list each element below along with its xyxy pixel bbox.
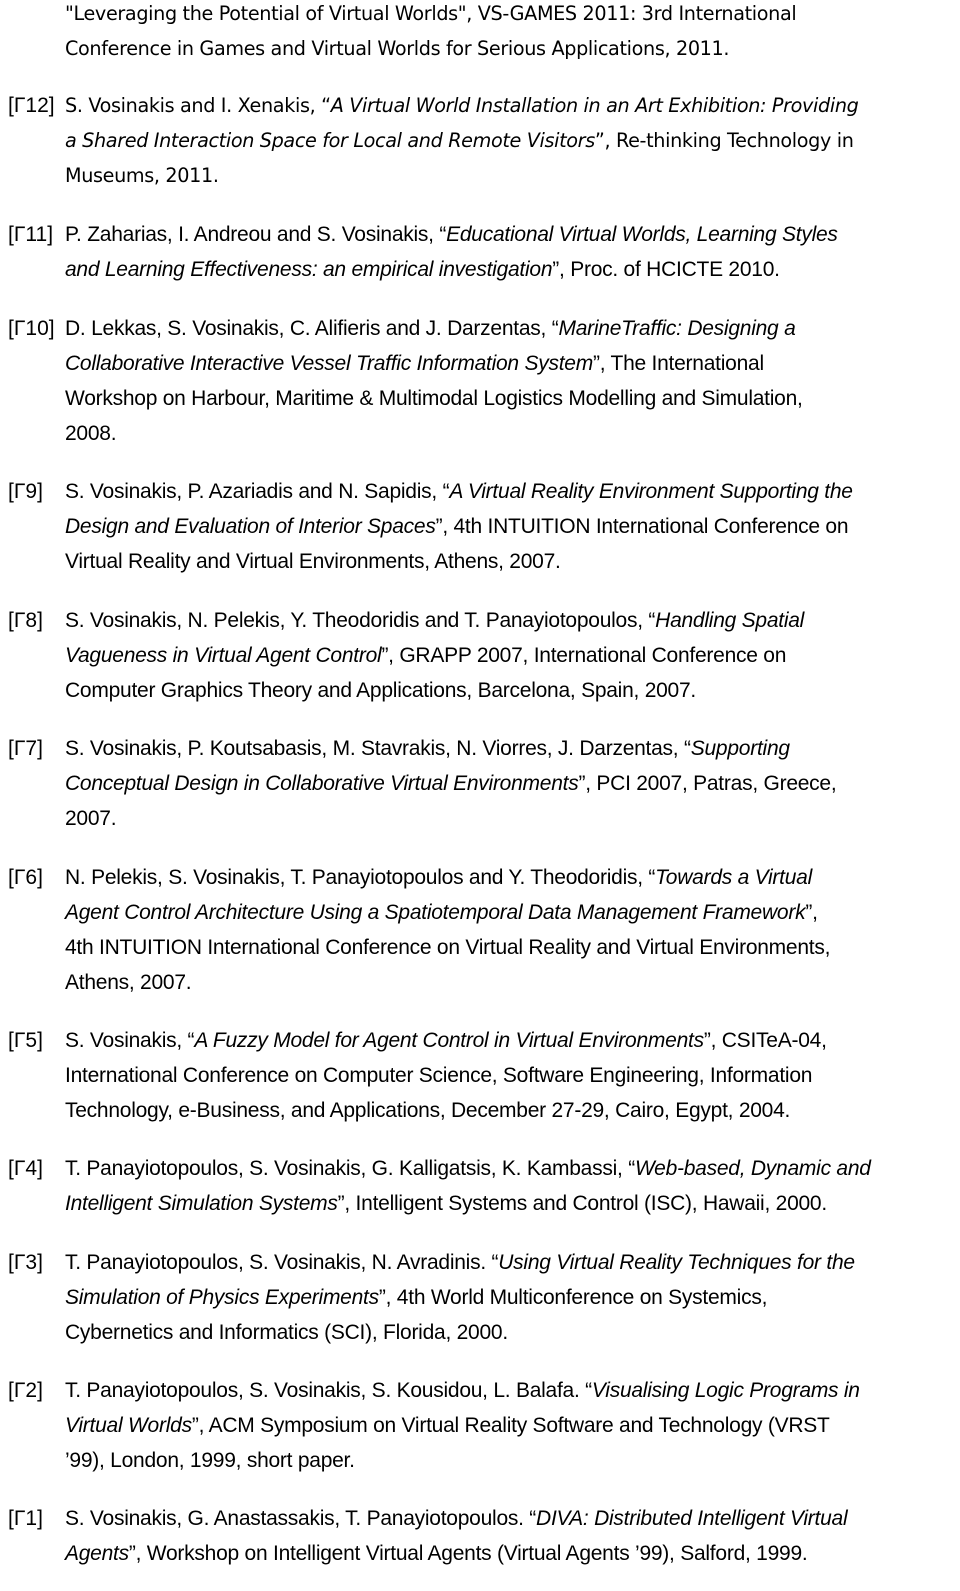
reference-line xyxy=(65,158,950,193)
reference-line xyxy=(65,544,950,579)
reference-text-segment: S. Vosinakis, “ xyxy=(65,1029,195,1052)
reference-title-segment: Simulation of Physics Experiments xyxy=(65,1286,379,1309)
reference-line xyxy=(65,31,950,66)
reference-line xyxy=(65,252,950,287)
reference-text xyxy=(65,474,950,579)
reference-text-segment: 4th INTUITION International Conference on Virtual Reality and Virtual Environments, xyxy=(65,936,831,959)
reference-line xyxy=(65,965,950,1000)
reference-text-segment: Museums, 2011. xyxy=(65,164,219,187)
reference-text xyxy=(65,860,950,1000)
reference-line xyxy=(65,1093,950,1128)
reference-line xyxy=(65,381,950,416)
reference-label: [Γ1] xyxy=(8,1507,43,1530)
reference-text-segment: 2008. xyxy=(65,422,117,445)
reference-label: [Γ12] xyxy=(8,94,55,117)
reference-line xyxy=(65,603,950,638)
reference-text-segment: ”, Intelligent Systems and Control (ISC), Hawaii, 2000. xyxy=(337,1192,827,1215)
reference-text xyxy=(65,603,950,708)
reference-text xyxy=(65,1245,950,1350)
reference-text-segment: T. Panayiotopoulos, S. Vosinakis, S. Kousidou, L. Balafa. “ xyxy=(65,1379,592,1402)
reference-text-segment: Athens, 2007. xyxy=(65,971,192,994)
reference-line xyxy=(65,311,950,346)
reference-text-segment: Virtual Reality and Virtual Environments, Athens, 2007. xyxy=(65,550,561,573)
reference-line xyxy=(65,123,950,158)
reference-line xyxy=(65,1501,950,1536)
reference-line xyxy=(65,930,950,965)
reference-text xyxy=(65,1501,950,1571)
reference-line xyxy=(65,1408,950,1443)
reference-text-segment: T. Panayiotopoulos, S. Vosinakis, G. Kalligatsis, K. Kambassi, “ xyxy=(65,1157,635,1180)
reference-text xyxy=(65,217,950,287)
reference-text-segment: D. Lekkas, S. Vosinakis, C. Alifieris and J. Darzentas, “ xyxy=(65,317,559,340)
reference-title-segment: A Fuzzy Model for Agent Control in Virtual Environments xyxy=(194,1029,704,1052)
reference-line xyxy=(65,1315,950,1350)
reference-line xyxy=(65,1280,950,1315)
reference-title-segment: Agent Control Architecture Using a Spatiotemporal Data Management Framework xyxy=(65,901,806,924)
reference-line xyxy=(65,1186,950,1221)
reference-label: [Γ3] xyxy=(8,1251,43,1274)
reference-text-segment: 2007. xyxy=(65,807,117,830)
reference-title-segment: Design and Evaluation of Interior Spaces xyxy=(65,515,436,538)
reference-title-segment: Web-based, Dynamic and xyxy=(634,1157,871,1180)
reference-line xyxy=(65,1058,950,1093)
reference-title-segment: Handling Spatial xyxy=(655,609,805,632)
reference-line xyxy=(65,1373,950,1408)
reference-text-segment: S. Vosinakis, G. Anastassakis, T. Panayiotopoulos. “ xyxy=(65,1507,537,1530)
reference-text-segment: S. Vosinakis, N. Pelekis, Y. Theodoridis and T. Panayiotopoulos, “ xyxy=(65,609,656,632)
reference-text-segment: Cybernetics and Informatics (SCI), Florida, 2000. xyxy=(65,1321,508,1344)
reference-label: [Γ5] xyxy=(8,1029,43,1052)
reference-text xyxy=(65,731,950,836)
reference-text-segment: N. Pelekis, S. Vosinakis, T. Panayiotopoulos and Y. Theodoridis, “ xyxy=(65,866,656,889)
reference-line xyxy=(65,801,950,836)
reference-label: [Γ10] xyxy=(8,317,55,340)
reference-text xyxy=(65,1151,950,1221)
reference-line xyxy=(65,1536,950,1571)
reference-title-segment: MarineTraffic: Designing a xyxy=(558,317,796,340)
reference-text xyxy=(65,1373,950,1478)
reference-line xyxy=(65,1245,950,1280)
reference-text-segment: ”, ACM Symposium on Virtual Reality Software and Technology (VRST xyxy=(191,1414,830,1437)
reference-line xyxy=(65,860,950,895)
reference-text-segment: Computer Graphics Theory and Applications, Barcelona, Spain, 2007. xyxy=(65,679,696,702)
reference-line xyxy=(65,1151,950,1186)
reference-line xyxy=(65,1023,950,1058)
reference-text xyxy=(65,0,950,66)
reference-line xyxy=(65,1443,950,1478)
reference-text-segment: T. Panayiotopoulos, S. Vosinakis, N. Avradinis. “ xyxy=(65,1251,499,1274)
reference-label: [Γ4] xyxy=(8,1157,43,1180)
reference-label: [Γ6] xyxy=(8,866,43,889)
reference-title-segment: a Shared Interaction Space for Local and Remote Visitors xyxy=(65,129,595,152)
reference-line xyxy=(65,88,950,123)
reference-title-segment: Supporting xyxy=(690,737,790,760)
reference-title-segment: A Virtual World Installation in an Art Exhibition: Providing xyxy=(330,94,859,117)
reference-text-segment: ”, 4th INTUITION International Conference on xyxy=(435,515,849,538)
reference-label: [Γ7] xyxy=(8,737,43,760)
reference-title-segment: and Learning Effectiveness: an empirical investigation xyxy=(65,258,553,281)
reference-line xyxy=(65,217,950,252)
reference-text-segment: ”, xyxy=(805,901,818,924)
reference-text-segment: "Leveraging the Potential of Virtual Worlds", VS-GAMES 2011: 3rd International xyxy=(65,2,797,25)
reference-label: [Γ11] xyxy=(8,223,54,246)
reference-text-segment: International Conference on Computer Science, Software Engineering, Information xyxy=(65,1064,813,1087)
reference-text-segment: S. Vosinakis and I. Xenakis, “ xyxy=(65,94,331,117)
reference-line xyxy=(65,509,950,544)
reference-line xyxy=(65,673,950,708)
reference-title-segment: Visualising Logic Programs in xyxy=(591,1379,860,1402)
reference-text xyxy=(65,1023,950,1128)
reference-text-segment: Conference in Games and Virtual Worlds for Serious Applications, 2011. xyxy=(65,37,730,60)
reference-line xyxy=(65,474,950,509)
reference-text-segment: P. Zaharias, I. Andreou and S. Vosinakis, “ xyxy=(65,223,447,246)
reference-line xyxy=(65,346,950,381)
reference-text-segment: ”, CSITeA-04, xyxy=(703,1029,827,1052)
reference-title-segment: Collaborative Interactive Vessel Traffic Information System xyxy=(65,352,593,375)
reference-title-segment: Virtual Worlds xyxy=(65,1414,192,1437)
reference-line xyxy=(65,895,950,930)
reference-title-segment: Intelligent Simulation Systems xyxy=(65,1192,338,1215)
reference-text-segment: ”, PCI 2007, Patras, Greece, xyxy=(578,772,837,795)
reference-title-segment: Towards a Virtual xyxy=(655,866,812,889)
reference-text-segment: ”, Workshop on Intelligent Virtual Agents (Virtual Agents ’99), Salford, 1999. xyxy=(128,1542,808,1565)
reference-text-segment: Technology, e-Business, and Applications, December 27-29, Cairo, Egypt, 2004. xyxy=(65,1099,791,1122)
reference-title-segment: DIVA: Distributed Intelligent Virtual xyxy=(536,1507,848,1530)
reference-label: [Γ2] xyxy=(8,1379,43,1402)
reference-text-segment: ”, GRAPP 2007, International Conference on xyxy=(381,644,787,667)
reference-title-segment: Using Virtual Reality Techniques for the xyxy=(498,1251,855,1274)
reference-text-segment: ”, Re-thinking Technology in xyxy=(594,129,854,152)
reference-line xyxy=(65,638,950,673)
reference-line xyxy=(65,766,950,801)
reference-text xyxy=(65,88,950,193)
reference-text-segment: ”, 4th World Multiconference on Systemics, xyxy=(378,1286,768,1309)
reference-text-segment: ’99), London, 1999, short paper. xyxy=(65,1449,355,1472)
reference-text-segment: S. Vosinakis, P. Koutsabasis, M. Stavrakis, N. Viorres, J. Darzentas, “ xyxy=(65,737,691,760)
reference-title-segment: A Virtual Reality Environment Supporting the xyxy=(449,480,853,503)
reference-line xyxy=(65,731,950,766)
reference-text xyxy=(65,311,950,451)
reference-text-segment: Workshop on Harbour, Maritime & Multimodal Logistics Modelling and Simulation, xyxy=(65,387,803,410)
reference-label: [Γ9] xyxy=(8,480,43,503)
reference-label: [Γ8] xyxy=(8,609,43,632)
reference-title-segment: Conceptual Design in Collaborative Virtual Environments xyxy=(65,772,579,795)
reference-line xyxy=(65,0,950,31)
reference-text-segment: ”, Proc. of HCICTE 2010. xyxy=(552,258,780,281)
reference-title-segment: Vagueness in Virtual Agent Control xyxy=(65,644,382,667)
reference-line xyxy=(65,416,950,451)
reference-title-segment: Educational Virtual Worlds, Learning Styles xyxy=(446,223,838,246)
reference-text-segment: S. Vosinakis, P. Azariadis and N. Sapidis, “ xyxy=(65,480,450,503)
reference-text-segment: ”, The International xyxy=(592,352,764,375)
reference-title-segment: Agents xyxy=(65,1542,129,1565)
